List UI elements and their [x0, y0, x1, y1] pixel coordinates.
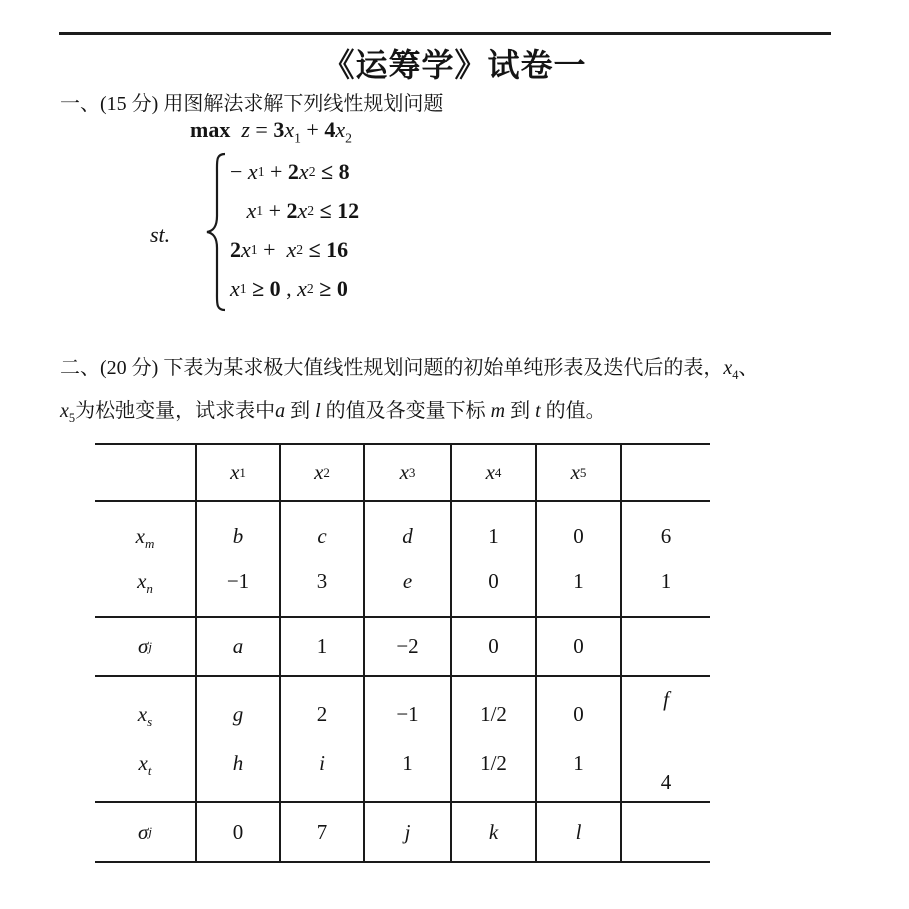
cell-value: 1	[573, 750, 584, 775]
table-header-x1: x 1	[197, 445, 281, 502]
table-cell	[281, 502, 365, 618]
table-cell: a	[197, 618, 281, 677]
header-rule	[59, 32, 831, 35]
row-label: $x_s$	[137, 702, 153, 730]
table-cell: 0	[197, 803, 281, 861]
table-cell	[537, 677, 622, 803]
q2-line-2: $x_5$为松弛变量，试求表中a 到 l 的值及各变量下标 m 到 t 的值。	[60, 400, 606, 425]
cell-value: 1	[488, 524, 499, 548]
table-cell-rhs	[622, 502, 710, 618]
table-cell-rhs	[622, 677, 710, 803]
table-header-x2: x 2	[281, 445, 365, 502]
table-header-x4: x 4	[452, 445, 537, 502]
cell-value: h	[232, 750, 244, 775]
cell-value: −1	[396, 702, 419, 727]
cell-value: 1/2	[480, 750, 507, 775]
q1-heading: 一、(15 分) 用图解法求解下列线性规划问题	[60, 93, 444, 115]
cell-value: 0	[573, 524, 584, 548]
q2-line-1: 二、(20 分) 下表为某求极大值线性规划问题的初始单纯形表及迭代后的表，$x_4$、	[60, 357, 759, 382]
row-label: $x_t$	[138, 750, 152, 778]
table-cell	[365, 502, 452, 618]
row-label-xs-xt	[95, 677, 197, 803]
table-cell	[281, 677, 365, 803]
cell-value: 1	[573, 569, 584, 593]
q2-text	[60, 347, 890, 433]
table-cell	[197, 677, 281, 803]
cell-value: 1/2	[480, 702, 507, 727]
simplex-table	[95, 443, 710, 863]
q1-constraints	[230, 152, 359, 308]
table-cell: j	[365, 803, 452, 861]
cell-value: 1	[402, 750, 413, 775]
cell-value: i	[319, 750, 325, 775]
table-header-x5: x 5	[537, 445, 622, 502]
cell-value: 1	[660, 569, 672, 593]
table-cell	[452, 677, 537, 803]
page-title: 《运筹学》试卷一	[322, 47, 587, 83]
table-cell: 0	[452, 618, 537, 677]
table-header-corner	[95, 445, 197, 502]
cell-value: 3	[316, 569, 328, 593]
row-label-sigma-j: σ j	[95, 618, 197, 677]
table-cell	[452, 502, 537, 618]
table-cell: 1	[281, 618, 365, 677]
cell-value: b	[232, 524, 244, 548]
constraint-line: x 1 ≥ 0 , x 2 ≥ 0	[230, 275, 348, 301]
cell-value: 0	[488, 569, 499, 593]
table-cell: 0	[537, 618, 622, 677]
table-cell-rhs	[622, 618, 710, 677]
cell-value: e	[402, 569, 413, 593]
row-label: $x_n$	[137, 569, 153, 597]
table-cell: k	[452, 803, 537, 861]
cell-value: 4	[660, 770, 672, 794]
q1-objective-equation: $\max z = 3x_1 + 4x_2$	[190, 117, 352, 146]
cell-value: c	[317, 524, 327, 548]
row-label: $x_m$	[135, 524, 155, 552]
left-brace-icon	[204, 152, 228, 312]
table-cell: −2	[365, 618, 452, 677]
cell-value: d	[402, 524, 413, 548]
subject-to-label: st.	[150, 222, 171, 247]
row-label-sigma-j: σ j	[95, 803, 197, 861]
table-cell	[537, 502, 622, 618]
cell-value: 0	[573, 702, 584, 727]
row-label-xm-xn	[95, 502, 197, 618]
cell-value: 2	[316, 702, 328, 727]
table-cell: l	[537, 803, 622, 861]
table-header-x3: x 3	[365, 445, 452, 502]
cell-value: 6	[660, 524, 672, 548]
table-cell: 7	[281, 803, 365, 861]
constraint-line: − x 1 + 2 x 2 ≤ 8	[230, 158, 350, 184]
constraint-line: 2 x 1 + x 2 ≤ 16	[230, 236, 349, 262]
cell-value: g	[232, 702, 244, 727]
cell-value: f	[663, 687, 669, 711]
table-cell	[365, 677, 452, 803]
table-cell	[197, 502, 281, 618]
constraint-line: x 1 + 2 x 2 ≤ 12	[246, 197, 360, 223]
table-cell-rhs	[622, 803, 710, 861]
table-header-rhs	[622, 445, 710, 502]
cell-value: −1	[226, 569, 250, 593]
